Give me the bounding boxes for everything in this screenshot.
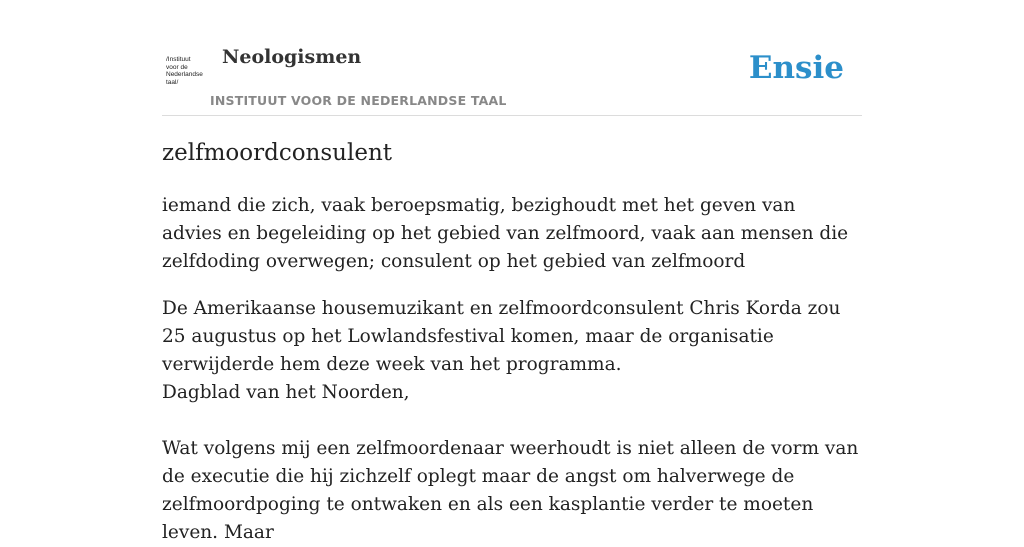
brand-logo-link[interactable]: Ensie <box>748 50 844 86</box>
quote-text: Wat volgens mij een zelfmoordenaar weerhoudt is niet alleen de vorm van de executie die hij zichzelf oplegt maar de angst om halverwege de zelfmoordpoging te ontwaken en als een kasplantie verder te moeten leven. Maar <box>162 438 859 543</box>
quote-source: Dagblad van het Noorden, <box>162 382 410 403</box>
site-title[interactable]: Neologismen <box>222 46 362 68</box>
entry-definition: iemand die zich, vaak beroepsmatig, bezighoudt met het geven van advies en begeleiding op het gebied van zelfmoord, vaak aan mensen die zelfdoding overwegen; consulent op het gebied van zelfmoord <box>162 195 849 272</box>
entry-word: zelfmoordconsulent <box>162 140 392 166</box>
quote-spacer <box>162 407 864 435</box>
institute-logo[interactable]: /Instituut voor de Nederlandse taal/ <box>166 56 203 86</box>
site-subtitle: INSTITUUT VOOR DE NEDERLANDSE TAAL <box>210 93 507 108</box>
header-divider <box>162 115 862 116</box>
quote-text: De Amerikaanse housemuzikant en zelfmoordconsulent Chris Korda zou 25 augustus op het Lowlandsfestival komen, maar de organisatie verwijderde hem deze week van het programma. <box>162 298 841 375</box>
quotes-section <box>162 295 864 547</box>
